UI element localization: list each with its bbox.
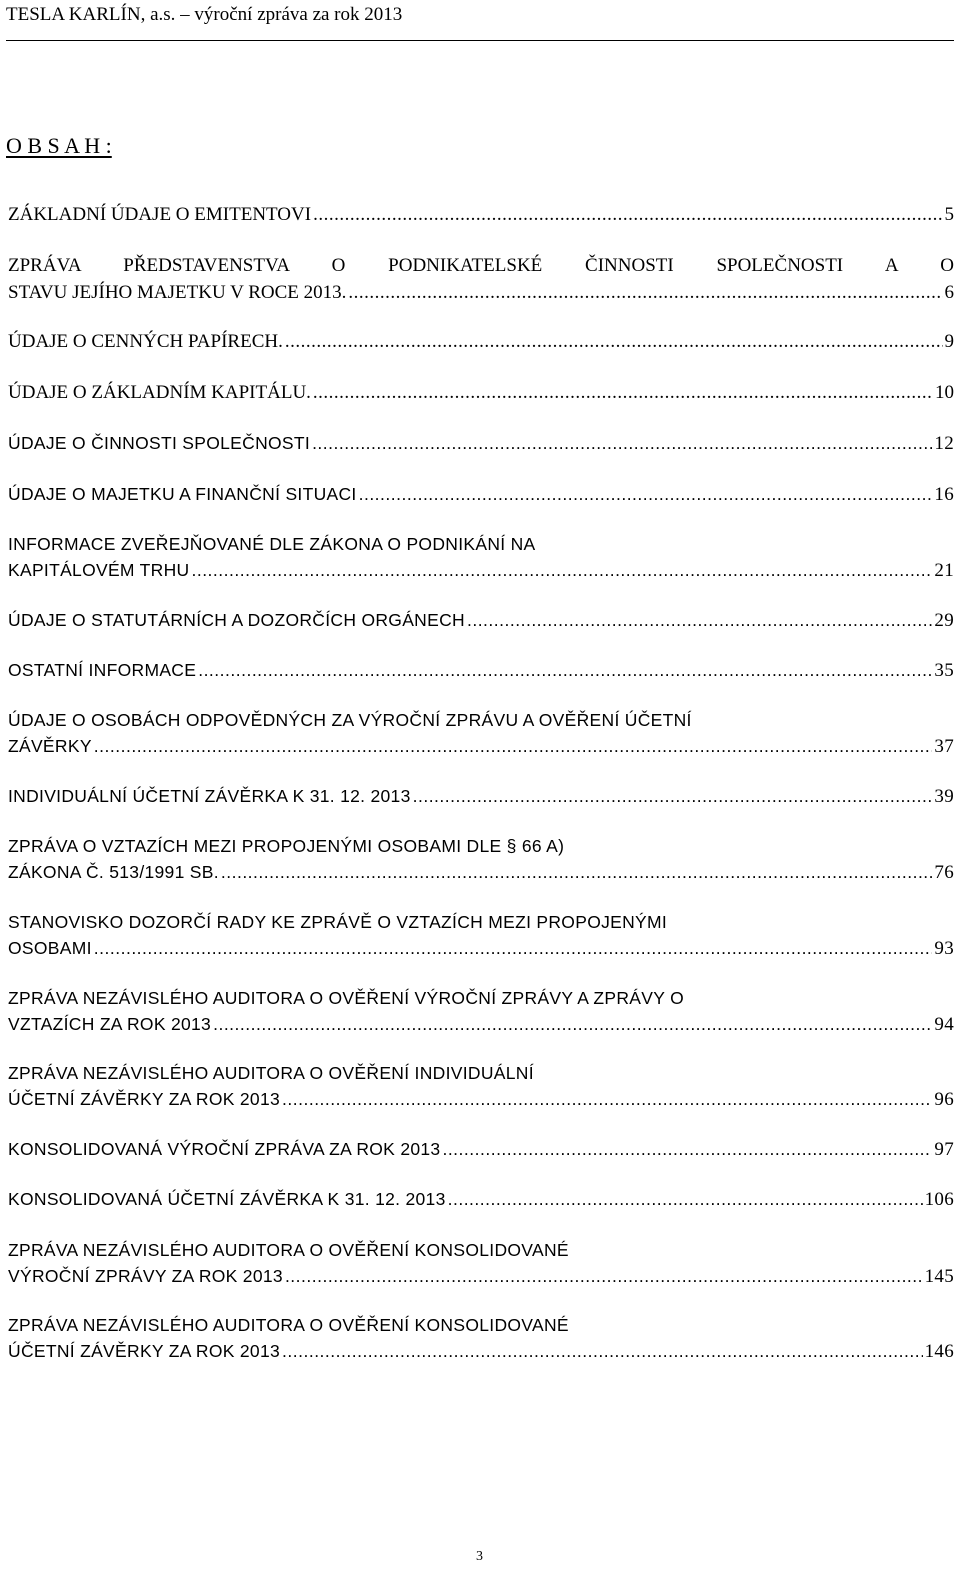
toc-entry-auditor-individual[interactable]: ÚČETNÍ ZÁVĚRKY ZA ROK 2013 ..... 96 — [8, 1086, 954, 1113]
toc-entry-consolidated-financial-statements[interactable]: KONSOLIDOVANÁ ÚČETNÍ ZÁVĚRKA K 31. 12. 2013 ..... 106 — [8, 1186, 954, 1213]
toc-entry-auditor-annual-report-line1[interactable]: ZPRÁVA NEZÁVISLÉHO AUDITORA O OVĚŘENÍ VÝROČNÍ ZPRÁVY A ZPRÁVY O — [8, 988, 684, 1008]
toc-entry-supervisory-opinion[interactable]: OSOBAMI ..... 93 — [8, 935, 954, 962]
toc-entry-related-parties-line1[interactable]: ZPRÁVA O VZTAZÍCH MEZI PROPOJENÝMI OSOBAMI DLE § 66 A) — [8, 836, 565, 856]
toc-entry-responsible-persons[interactable]: ZÁVĚRKY ..... 37 — [8, 733, 954, 760]
toc-entry-auditor-consolidated-report[interactable]: VÝROČNÍ ZPRÁVY ZA ROK 2013 ..... 145 — [8, 1263, 954, 1290]
toc-entry-auditor-consolidated-statements-line1[interactable]: ZPRÁVA NEZÁVISLÉHO AUDITORA O OVĚŘENÍ KONSOLIDOVANÉ — [8, 1315, 569, 1335]
toc-entry-auditor-consolidated-statements[interactable]: ÚČETNÍ ZÁVĚRKY ZA ROK 2013 ..... 146 — [8, 1338, 954, 1365]
page-number: 3 — [476, 1549, 483, 1564]
toc-title: O B S A H : — [6, 133, 112, 158]
toc-entry-consolidated-annual-report[interactable]: KONSOLIDOVANÁ VÝROČNÍ ZPRÁVA ZA ROK 2013 ..... 97 — [8, 1136, 954, 1163]
toc-entry-financial-situation[interactable]: ÚDAJE O MAJETKU A FINANČNÍ SITUACI ..... 16 — [8, 481, 954, 508]
toc-entry-auditor-consolidated-report-line1[interactable]: ZPRÁVA NEZÁVISLÉHO AUDITORA O OVĚŘENÍ KONSOLIDOVANÉ — [8, 1240, 569, 1260]
running-header: TESLA KARLÍN, a.s. – výroční zpráva za rok 2013 — [6, 2, 954, 41]
toc-entry-statutory-bodies[interactable]: ÚDAJE O STATUTÁRNÍCH A DOZORČÍCH ORGÁNECH ..... 29 — [8, 607, 954, 634]
toc-entry-basic-data[interactable]: ZÁKLADNÍ ÚDAJE O EMITENTOVI ..... 5 — [8, 202, 954, 228]
toc-entry-individual-financial-statements[interactable]: INDIVIDUÁLNÍ ÚČETNÍ ZÁVĚRKA K 31. 12. 2013 ..... 39 — [8, 783, 954, 810]
toc-entry-board-report[interactable]: STAVU JEJÍHO MAJETKU V ROCE 2013. ..... 6 — [8, 280, 954, 306]
toc-entry-supervisory-opinion-line1[interactable]: STANOVISKO DOZORČÍ RADY KE ZPRÁVĚ O VZTAZÍCH MEZI PROPOJENÝMI — [8, 912, 668, 932]
toc-entry-responsible-persons-line1[interactable]: ÚDAJE O OSOBÁCH ODPOVĚDNÝCH ZA VÝROČNÍ ZPRÁVU A OVĚŘENÍ ÚČETNÍ — [8, 710, 692, 730]
toc-entry-securities[interactable]: ÚDAJE O CENNÝCH PAPÍRECH. ..... 9 — [8, 329, 954, 355]
toc-entry-share-capital[interactable]: ÚDAJE O ZÁKLADNÍM KAPITÁLU. ..... 10 — [8, 380, 954, 406]
toc-entry-related-parties[interactable]: ZÁKONA Č. 513/1991 SB. ..... 76 — [8, 859, 954, 886]
toc-entry-other-info[interactable]: OSTATNÍ INFORMACE ..... 35 — [8, 657, 954, 684]
toc-entry-board-report-line1[interactable]: ZPRÁVA PŘEDSTAVENSTVA O PODNIKATELSKÉ ČINNOSTI SPOLEČNOSTI A O — [8, 255, 954, 276]
toc-entry-capital-market[interactable]: KAPITÁLOVÉM TRHU ..... 21 — [8, 557, 954, 584]
toc-entry-capital-market-line1[interactable]: INFORMACE ZVEŘEJŇOVANÉ DLE ZÁKONA O PODNIKÁNÍ NA — [8, 534, 536, 554]
toc-entry-company-activity[interactable]: ÚDAJE O ČINNOSTI SPOLEČNOSTI ..... 12 — [8, 430, 954, 457]
toc-entry-auditor-individual-line1[interactable]: ZPRÁVA NEZÁVISLÉHO AUDITORA O OVĚŘENÍ INDIVIDUÁLNÍ — [8, 1063, 534, 1083]
toc-entry-auditor-annual-report[interactable]: VZTAZÍCH ZA ROK 2013 ..... 94 — [8, 1011, 954, 1038]
